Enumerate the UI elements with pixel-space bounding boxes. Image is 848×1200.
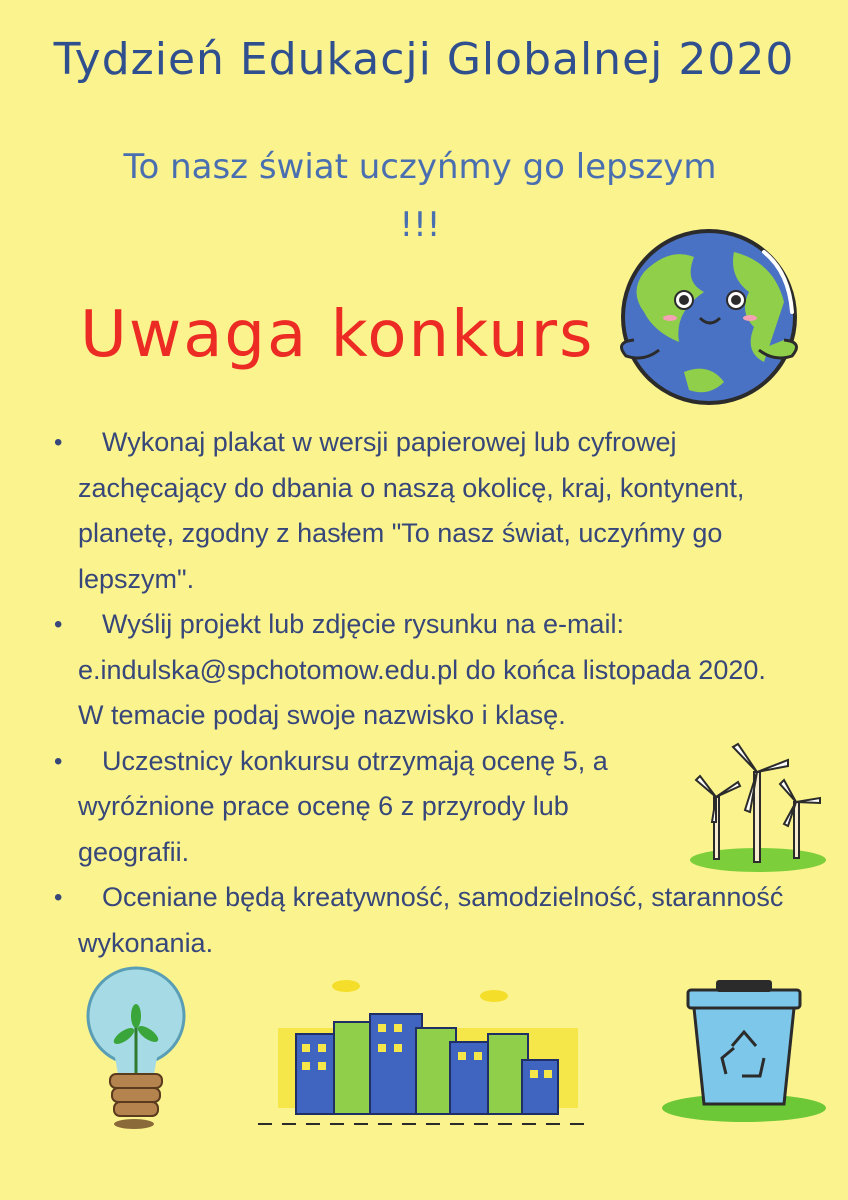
rule-text: Wyślij projekt lub zdjęcie rysunku na e-mail: e.indulska@spchotomow.edu.pl do końca listopada 2020. W temacie podaj swoje nazwisko i klasę.: [78, 609, 766, 730]
rule-text: Wykonaj plakat w wersji papierowej lub cyfrowej zachęcający do dbania o naszą okolicę, kraj, kontynent, planetę, zgodny z hasłem "To nasz świat, uczyńmy go lepszym".: [78, 427, 745, 594]
list-item: [50, 420, 790, 602]
contest-rules-list: [50, 420, 790, 966]
list-item: [50, 739, 658, 876]
bullet-icon: •: [54, 429, 63, 456]
earth-mascot-icon: [614, 222, 804, 412]
recycle-bin-icon: [660, 976, 828, 1124]
rule-text: Oceniane będą kreatywność, samodzielność, staranność wykonania.: [78, 882, 784, 958]
list-item: [50, 602, 790, 739]
rule-text: Uczestnicy konkursu otrzymają ocenę 5, a wyróżnione prace ocenę 6 z przyrody lub geografii.: [78, 745, 608, 867]
bullet-icon: •: [54, 884, 63, 911]
bullet-icon: •: [54, 747, 63, 775]
lightbulb-plant-icon: [84, 964, 188, 1130]
contest-headline: Uwaga konkurs: [80, 298, 595, 372]
city-skyline-icon: [258, 978, 594, 1128]
poster-title: Tydzień Edukacji Globalnej 2020: [53, 34, 795, 85]
bullet-icon: •: [54, 611, 63, 638]
poster-subtitle: To nasz świat uczyńmy go lepszym !!!: [123, 147, 717, 245]
wind-turbines-icon: [688, 742, 828, 874]
list-item: [50, 875, 790, 966]
